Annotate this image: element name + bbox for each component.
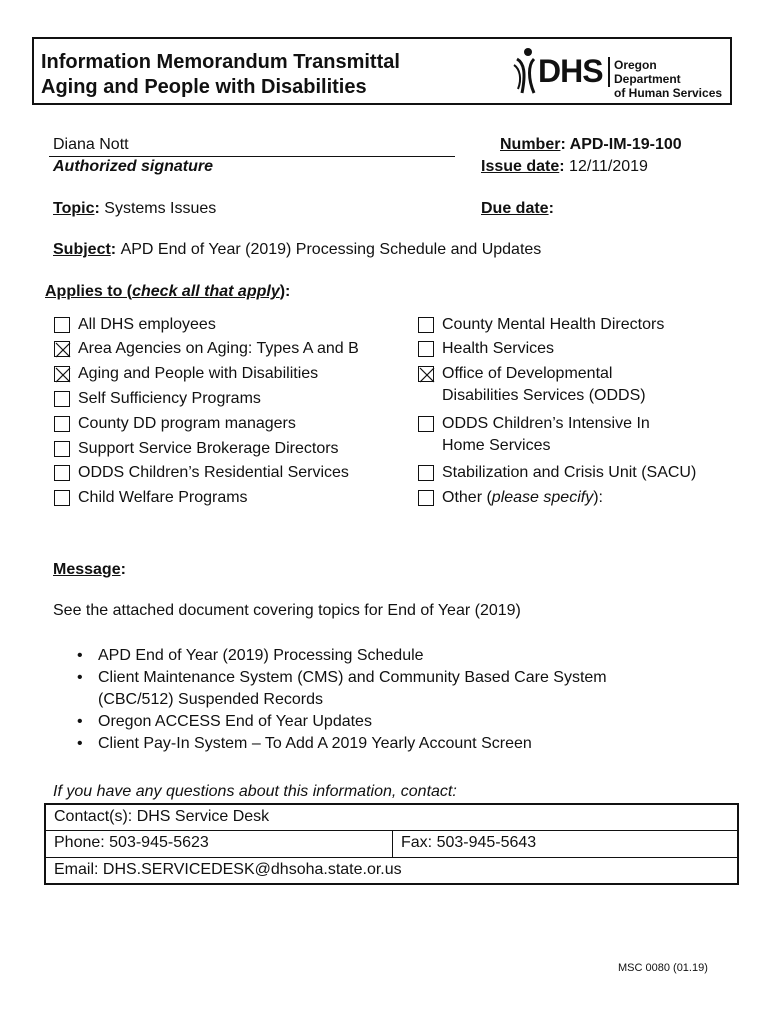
applies-checkbox-item[interactable]	[54, 363, 318, 385]
checkbox-label: Office of Developmental Disabilities Services (ODDS)	[442, 365, 646, 404]
logo-org-line-2: of Human Services	[614, 86, 723, 100]
applies-checkbox-item[interactable]	[418, 314, 664, 336]
header-box	[32, 37, 732, 105]
signature-label: Authorized signature	[53, 158, 214, 175]
applies-checkbox-item[interactable]	[54, 487, 248, 509]
checkbox-label: ODDS Children’s Intensive In Home Services	[442, 415, 650, 454]
applies-checkbox-item[interactable]	[54, 413, 296, 435]
applies-checkbox-item[interactable]	[418, 413, 650, 457]
checkbox-unchecked[interactable]	[54, 465, 70, 481]
checkbox-label: Child Welfare Programs	[78, 489, 248, 506]
signature-line	[49, 156, 455, 157]
form-number: MSC 0080 (01.19)	[618, 962, 708, 974]
checkbox-unchecked[interactable]	[54, 441, 70, 457]
issue-date-value: 12/11/2019	[569, 158, 648, 175]
applies-prefix: Applies to (	[45, 283, 133, 300]
checkbox-label: Aging and People with Disabilities	[78, 365, 319, 382]
checkbox-label: All DHS employees	[78, 316, 216, 333]
dhs-figure-icon	[512, 45, 538, 97]
applies-checkbox-item[interactable]	[54, 438, 339, 460]
email-cell: Email: DHS.SERVICEDESK@dhsoha.state.or.us	[54, 861, 402, 878]
topic: Topic: Systems Issues	[53, 200, 217, 217]
checkbox-unchecked[interactable]	[418, 416, 434, 432]
checkbox-unchecked[interactable]	[418, 490, 434, 506]
title-line-1: Information Memorandum Transmittal	[41, 51, 400, 73]
applies-checkbox-item[interactable]	[418, 363, 646, 407]
checkbox-unchecked[interactable]	[54, 490, 70, 506]
message-heading: Message:	[53, 561, 126, 578]
logo-org-line-1: Oregon Department	[614, 58, 681, 86]
bullet-dot-icon: •	[77, 735, 83, 752]
fax-cell: Fax: 503-945-5643	[401, 834, 537, 851]
bullet-dot-icon: •	[77, 713, 83, 730]
topic-value: Systems Issues	[104, 200, 217, 217]
checkbox-checked[interactable]	[54, 341, 70, 357]
email-row	[46, 858, 737, 883]
checkbox-label: Stabilization and Crisis Unit (SACU)	[442, 464, 697, 481]
applies-checkbox-item[interactable]	[54, 338, 359, 360]
checkbox-unchecked[interactable]	[418, 341, 434, 357]
subject: Subject: APD End of Year (2019) Processing Schedule and Updates	[53, 241, 542, 258]
contacts-cell: Contact(s): DHS Service Desk	[54, 808, 270, 825]
number-label: Number	[500, 136, 561, 153]
signer-name: Diana Nott	[53, 136, 129, 153]
phone-fax-row	[46, 831, 737, 858]
x-mark-icon	[55, 367, 71, 383]
checkbox-label: County Mental Health Directors	[442, 316, 665, 333]
number-value: APD-IM-19-100	[569, 136, 682, 153]
issue-date-label: Issue date	[481, 158, 560, 175]
memo-number: Number: APD-IM-19-100	[500, 136, 682, 153]
title-line-2: Aging and People with Disabilities	[41, 76, 367, 98]
subject-label: Subject	[53, 241, 111, 258]
document-title	[41, 50, 400, 100]
applies-checkbox-item[interactable]	[418, 487, 603, 509]
checkbox-label: ODDS Children’s Residential Services	[78, 464, 349, 481]
checkbox-label: Other (please specify):	[442, 489, 603, 506]
checkbox-unchecked[interactable]	[418, 317, 434, 333]
checkbox-unchecked[interactable]	[418, 465, 434, 481]
x-mark-icon	[55, 342, 71, 358]
applies-checkbox-item[interactable]	[54, 314, 216, 336]
message-bullet-item: • Client Maintenance System (CMS) and Community Based Care System (CBC/512) Suspended Records	[77, 669, 607, 708]
checkbox-checked[interactable]	[54, 366, 70, 382]
checkbox-label: County DD program managers	[78, 415, 296, 432]
bullet-dot-icon: •	[77, 669, 83, 686]
bullet-dot-icon: •	[77, 647, 83, 664]
logo-dhs-text: DHS	[538, 53, 603, 89]
contact-question: If you have any questions about this information, contact:	[53, 783, 457, 800]
logo-org-name	[614, 58, 724, 100]
topic-label: Topic	[53, 200, 95, 217]
applies-checkbox-item[interactable]	[54, 388, 261, 410]
message-bullet-item: • Oregon ACCESS End of Year Updates	[77, 711, 677, 733]
issue-date: Issue date: 12/11/2019	[481, 158, 648, 175]
message-intro: See the attached document covering topics for End of Year (2019)	[53, 602, 521, 619]
checkbox-unchecked[interactable]	[54, 391, 70, 407]
message-bullet-list	[77, 645, 677, 755]
checkbox-unchecked[interactable]	[54, 317, 70, 333]
checkbox-unchecked[interactable]	[54, 416, 70, 432]
applies-checkbox-item[interactable]	[418, 462, 696, 484]
checkbox-label: Area Agencies on Aging: Types A and B	[78, 340, 359, 357]
applies-checkbox-item[interactable]	[418, 338, 554, 360]
logo-separator	[608, 57, 610, 87]
dhs-logo	[512, 45, 724, 100]
due-date-label: Due date	[481, 200, 549, 217]
phone-cell: Phone: 503-945-5623	[46, 831, 393, 857]
due-date: Due date:	[481, 200, 554, 217]
contact-table	[44, 803, 739, 885]
applies-suffix: ):	[279, 283, 291, 300]
applies-checkbox-item[interactable]	[54, 462, 349, 484]
message-label: Message	[53, 561, 121, 578]
checkbox-label: Health Services	[442, 340, 555, 357]
x-mark-icon	[419, 367, 435, 383]
applies-to-heading	[45, 283, 290, 301]
checkbox-checked[interactable]	[418, 366, 434, 382]
contact-row	[46, 805, 737, 831]
message-bullet-item: • Client Pay-In System – To Add A 2019 Yearly Account Screen	[77, 733, 677, 755]
subject-value: APD End of Year (2019) Processing Schedule and Updates	[120, 241, 542, 258]
message-bullet-item: • APD End of Year (2019) Processing Schedule	[77, 645, 677, 667]
applies-italic: check all that apply	[132, 283, 280, 300]
checkbox-label: Self Sufficiency Programs	[78, 390, 261, 407]
checkbox-label: Support Service Brokerage Directors	[78, 440, 339, 457]
